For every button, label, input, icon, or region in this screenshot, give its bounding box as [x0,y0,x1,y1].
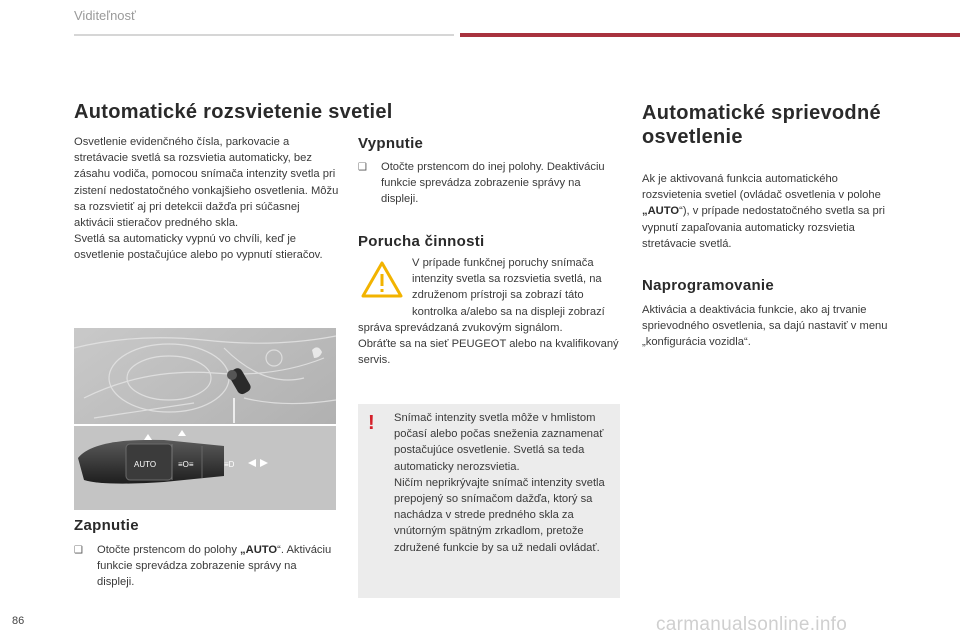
main-title-guide-lights: Automatické sprievodné osvetlenie [642,102,881,148]
naprog-paragraph: Aktivácia a deaktivácia funkcie, ako aj trvanie sprievodného osvetlenia, sa dajú nastaviť v menu „konfigurácia vozidla“. [642,304,888,349]
bullet-box-icon: ❑ [74,545,83,556]
guide-lights-text: Ak je aktivovaná funkcia automatického rozsvietenia svetiel (ovládač osvetlenia v polohe „AUTO“), v prípade nedostatočného svetla sa pri vypnutí zapaľovania automaticky rozsvietia stretávacie svetlá. [642,173,885,250]
stalk-symbol: ≡D [224,460,235,469]
page-number: 86 [12,615,25,627]
zapnutie-bullet: ❑ Otočte prstencom do polohy „AUTO“. Aktiváciu funkcie sprevádza zobrazenie správy na displeji. [74,542,336,591]
porucha-paragraph: V prípade funkčnej poruchy snímača intenzity svetla sa rozsvietia svetlá, na združenom prístroji sa zobrazí táto kontrolka a/alebo sa na displeji zobrazí správa sprevádzaná zvukovým signálom. [358,257,605,334]
intro-paragraph: Osvetlenie evidenčného čísla, parkovacie a stretávacie svetlá sa rozsvietia automaticky, bez zásahu vodiča, pomocou snímača intenzity svetla pri zistení nedostatočného vonkajšieho osvetlenia. Môžu sa rozsvietiť aj pri detekcii dažďa pri súčasnej aktivácii stieračov predného skla. [74,136,339,230]
fog-symbol: ≡O≡ [178,460,194,469]
watermark-text: carmanualsonline.info [656,614,848,635]
naprog-text-block [642,302,898,351]
header-accent-bar [460,33,960,37]
auto-label: AUTO [134,460,157,469]
intro-paragraph-2: Svetlá sa automaticky vypnú vo chvíli, keď je osvetlenie postačujúce alebo po vypnutí stieračov. [74,233,323,262]
porucha-heading: Porucha činnosti [358,233,485,250]
exclamation-icon: ! [368,412,375,434]
note-paragraph: Snímač intenzity svetla môže v hmlistom počasí alebo počas sneženia zaznamenať postačujúce osvetlenie. Svetlá sa teda automaticky nerozsvietia. [394,412,604,473]
bullet-box-icon: ❑ [358,162,367,173]
section-title: Viditeľnosť [74,8,136,23]
note-paragraph-2: Ničím neprikrývajte snímač intenzity svetla prepojený so snímačom dažďa, ktorý sa nachádza v strede predného skla za vnútorným spätným zrkadlom, pretože združené funkcie by sa už nedali ovládať. [394,476,605,554]
main-title-auto-lights: Automatické rozsvietenie svetiel [74,101,393,123]
vypnutie-bullet: ❑ Otočte prstencom do inej polohy. Deaktiváciu funkcie sprevádza zobrazenie správy na displeji. [358,159,620,208]
light-stalk-figure [74,328,336,510]
header-rule [74,34,454,36]
porucha-paragraph-2: Obráťte sa na sieť PEUGEOT alebo na kvalifikovaný servis. [358,338,619,367]
zapnutie-heading: Zapnutie [74,517,139,534]
naprogramovanie-heading: Naprogramovanie [642,277,775,294]
porucha-block [358,255,620,368]
vypnutie-heading: Vypnutie [358,135,424,152]
note-box [358,404,620,598]
icon-spacer [358,255,412,319]
note-content [394,410,608,556]
dashboard-illustration [74,328,336,510]
intro-block [74,134,342,264]
